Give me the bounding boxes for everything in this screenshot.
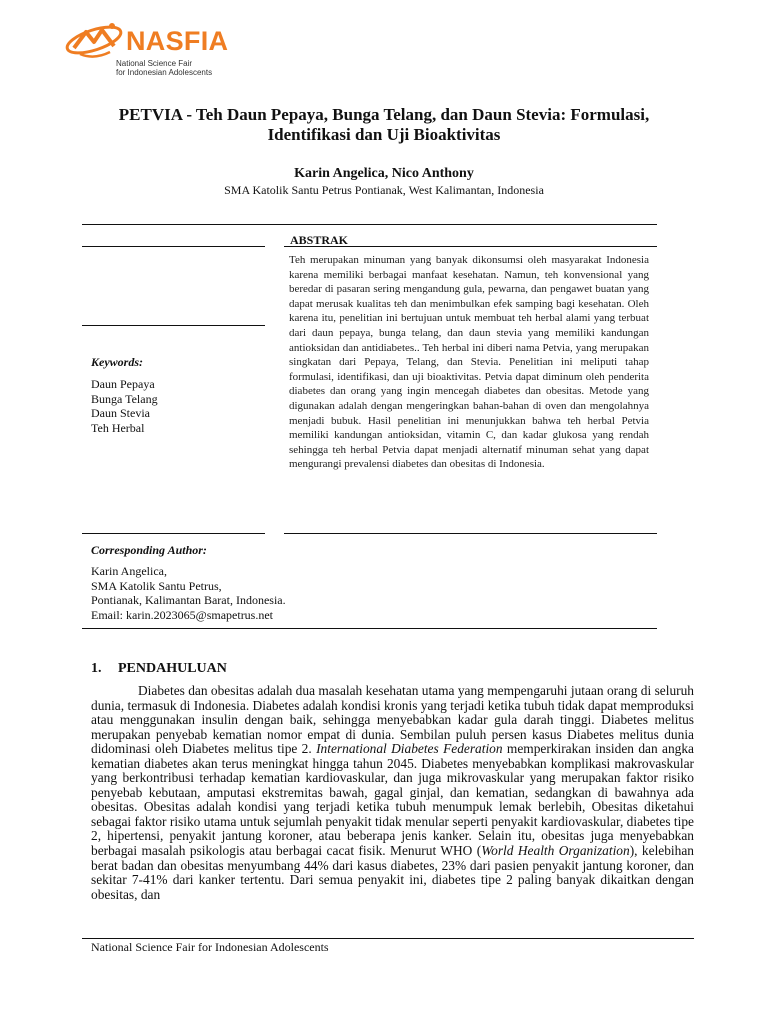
corresponding-bottom-rule	[82, 628, 657, 629]
header-divider	[82, 224, 657, 225]
corresponding-author-details	[91, 564, 286, 622]
page-footer: National Science Fair for Indonesian Adolescents	[91, 940, 329, 954]
paper-title-line-2: Identifikasi dan Uji Bioaktivitas	[267, 125, 501, 144]
keywords-top-rule	[82, 246, 265, 247]
corresponding-line: Pontianak, Kalimantan Barat, Indonesia.	[91, 593, 286, 607]
body-paragraph	[91, 684, 694, 902]
keyword-item: Daun Stevia	[91, 406, 150, 420]
logo-tagline-2: for Indonesian Adolescents	[116, 68, 213, 77]
abstract-bottom-rule	[284, 533, 657, 534]
section-title: PENDAHULUAN	[118, 661, 227, 676]
nasfia-logo	[64, 16, 264, 78]
section-heading	[91, 661, 227, 677]
corresponding-line: SMA Katolik Santu Petrus,	[91, 578, 222, 593]
body-italic-who: World Health Organization	[481, 843, 630, 859]
body-italic-idf: International Diabetes Federation	[316, 741, 503, 757]
author-affiliation: SMA Katolik Santu Petrus Pontianak, West Kalimantan, Indonesia	[224, 183, 544, 197]
author-names: Karin Angelica, Nico Anthony	[294, 166, 474, 181]
corresponding-author-heading: Corresponding Author:	[91, 543, 207, 557]
paper-title-line-1: PETVIA - Teh Daun Pepaya, Bunga Telang, dan Daun Stevia: Formulasi,	[118, 105, 650, 124]
keywords-bottom-rule	[82, 533, 265, 534]
body-text-part-3: ), kelebihan berat badan dan obesitas menyumbang 44% dari kasus diabetes, 23% dari pasien penyakit jantung koroner, dan sekitar 7-41% dari kanker tertentu. Dari semua penyakit ini, diabetes tipe 2 paling banyak dikaitkan dengan obesitas, dan	[91, 843, 694, 902]
footer-rule	[82, 938, 694, 939]
keywords-heading: Keywords:	[91, 355, 143, 369]
corresponding-line: Karin Angelica,	[91, 564, 167, 578]
keyword-item: Teh Herbal	[91, 420, 145, 435]
logo-wordmark: NASFIA	[126, 26, 229, 56]
abstract-heading: ABSTRAK	[290, 233, 349, 247]
nasfia-emblem-icon	[64, 18, 124, 64]
body-text-part-1: Diabetes dan obesitas adalah dua masalah kesehatan utama yang mempengaruhi jutaan orang di seluruh dunia, termasuk di Indonesia. Diabetes adalah kondisi kronis yang terjadi ketika tubuh tidak dapat memproduksi atau menggunakan insulin dengan baik, sehingga menyebabkan kadar gula darah tinggi. Diabetes melitus merupakan penyebab kematian nomor empat di dunia. Sembilan puluh persen kasus Diabetes melitus dunia didominasi oleh Diabetes melitus tipe 2.	[91, 683, 694, 757]
corresponding-email: Email: karin.2023065@smapetrus.net	[91, 607, 274, 622]
abstract-text: Teh merupakan minuman yang banyak dikonsumsi oleh masyarakat Indonesia karena memiliki berbagai manfaat kesehatan. Namun, teh konvensional yang beredar di pasaran sering mengandung gula, pewarna, dan pengawet buatan yang dapat merusak kualitas teh dan menimbulkan efek samping bagi kesehatan. Oleh karena itu, penelitian ini bertujuan untuk membuat teh herbal alami yang terbuat dari daun pepaya, bunga telang, dan daun stevia yang memiliki kandungan antioksidan dan antidiabetes.. Teh herbal ini diberi nama Petvia, yang merupakan singkatan dari Pepaya, Telang, dan Stevia. Penelitian ini meliputi tahap formulasi, identifikasi, dan uji bioaktivitas. Petvia dapat diminum oleh penderita diabetes dan orang yang ingin mencegah diabetes dan obesitas. Metode yang digunakan adalah dengan mengeringkan bahan-bahan di oven dan mengolahnya menjadi bubuk. Hasil penelitian ini menunjukkan bahwa teh herbal Petvia memiliki kandungan antioksidan, vitamin C, dan kadar glukosa yang rendah sehingga teh herbal Petvia dapat menjadi alternatif minuman sehat yang dapat mengurangi prevalensi diabetes dan obesitas di Indonesia.	[289, 254, 649, 471]
logo-tagline-1: National Science Fair	[116, 59, 193, 68]
keyword-item: Bunga Telang	[91, 391, 158, 406]
section-number: 1.	[91, 661, 102, 676]
keywords-list	[91, 377, 158, 435]
body-text-part-2: memperkirakan insiden dan angka kematian diabetes akan terus meningkat hingga tahun 2045. Diabetes menyebabkan komplikasi makrovaskular yang berkontribusi terhadap kematian kardiovaskular, dan juga mikrovaskular yang merupakan faktor risiko penyebab kebutaan, amputasi ekstremitas bawah, gagal ginjal, dan kematian, sedangkan di bawahnya ada obesitas. Obesitas adalah kondisi yang terjadi ketika tubuh menumpuk lemak berlebih, Obesitas diketahui sebagai faktor risiko utama untuk sejumlah penyakit tidak menular seperti penyakit kardiovaskular, diabetes tipe 2, hipertensi, penyakit jantung koroner, atau beberapa jenis kanker. Selain itu, obesitas juga menyebabkan berbagai masalah psikologis atau berbagai cacat fisik. Menurut WHO (	[91, 741, 695, 859]
keyword-item: Daun Pepaya	[91, 377, 155, 391]
keywords-mid-rule	[82, 325, 265, 326]
